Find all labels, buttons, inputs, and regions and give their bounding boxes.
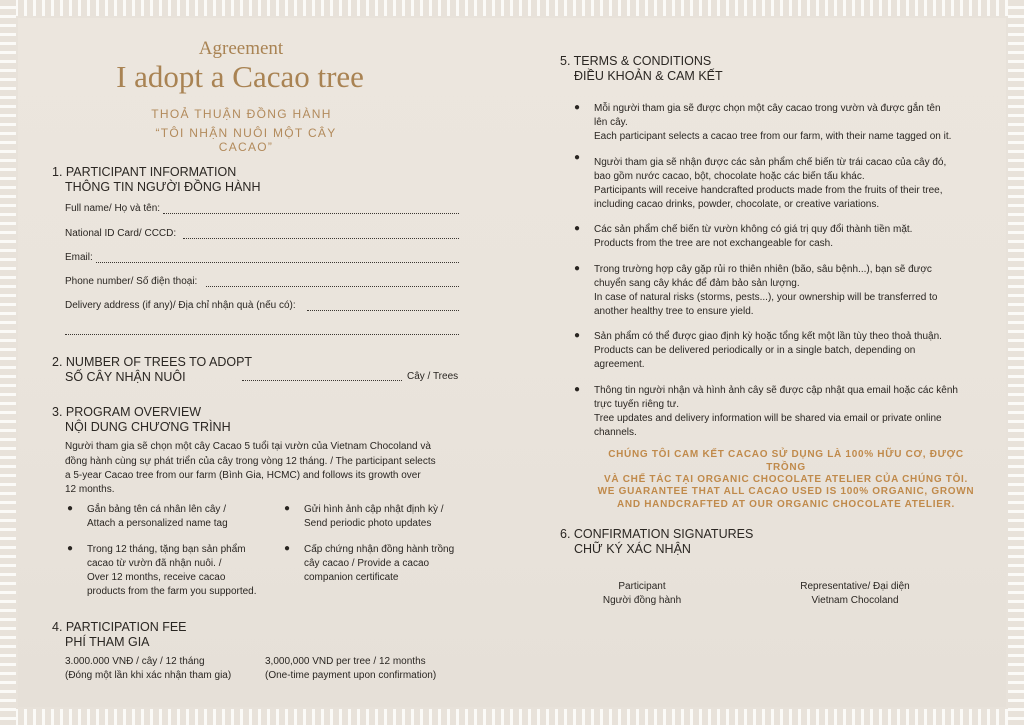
bullet-icon: ● xyxy=(574,223,581,234)
subtitle-line2: “TÔI NHẬN NUÔI MỘT CÂY CACAO” xyxy=(155,126,337,154)
guarantee-vi: CHÚNG TÔI CAM KẾT CACAO SỬ DỤNG LÀ 100% HỮU CƠ, ĐƯỢC TRỒNG VÀ CHẾ TÁC TẠI ORGANIC CHOCOLATE ATELIER CỦA CHÚNG TÔI. xyxy=(603,449,969,485)
term-4: Trong trường hợp cây gặp rủi ro thiên nhiên (bão, sâu bệnh...), bạn sẽ được chuyển sang cây khác để đảm bảo sản lượng. In case of natural risks (storms, pests...), your ownership will be transferred to another healthy tree to ensure yield. xyxy=(594,264,938,317)
benefit-1: Gắn bảng tên cá nhân lên cây / Attach a personalized name tag xyxy=(87,504,228,529)
fee-vi: 3.000.000 VNĐ / cây / 12 tháng xyxy=(65,656,205,667)
section5-heading-vi: ĐIỀU KHOẢN & CAM KẾT xyxy=(574,69,723,83)
term-6: Thông tin người nhận và hình ảnh cây sẽ được cập nhật qua email hoặc các kênh trực tuyến riêng tư. Tree updates and delivery information will be shared via email or private online channels. xyxy=(594,385,958,438)
fee-vi-note: (Đóng một lần khi xác nhận tham gia) xyxy=(65,670,232,681)
signature-representative: Representative/ Đại diện Vietnam Chocoland xyxy=(800,581,910,606)
bullet-icon: ● xyxy=(284,543,291,554)
benefit-3: Trong 12 tháng, tặng bạn sản phẩm cacao từ vườn đã nhận nuôi. / Over 12 months, receive cacao products from the farm you supported. xyxy=(87,544,257,597)
tree-unit: Cây / Trees xyxy=(407,371,459,382)
field-line-phone[interactable] xyxy=(206,286,459,287)
overview-line-4: 12 months. xyxy=(65,484,115,495)
section1-heading-en: 1. PARTICIPANT INFORMATION xyxy=(52,165,237,179)
benefit-2: Gửi hình ảnh cập nhật định kỳ / Send periodic photo updates xyxy=(304,504,444,529)
fee-en-note: (One-time payment upon confirmation) xyxy=(265,670,437,681)
section5-heading-en: 5. TERMS & CONDITIONS xyxy=(560,54,712,68)
section4-heading-en: 4. PARTICIPATION FEE xyxy=(52,620,187,634)
bullet-icon: ● xyxy=(284,503,291,514)
agreement-label: Agreement xyxy=(198,38,284,59)
bullet-icon: ● xyxy=(574,102,581,113)
bullet-icon: ● xyxy=(574,263,581,274)
field-line-address-2[interactable] xyxy=(65,334,459,335)
tree-count-line[interactable] xyxy=(242,380,402,381)
bullet-icon: ● xyxy=(67,543,74,554)
section4-heading-vi: PHÍ THAM GIA xyxy=(65,635,150,649)
section1-heading-vi: THÔNG TIN NGƯỜI ĐỒNG HÀNH xyxy=(65,180,261,194)
overview-line-1: Người tham gia sẽ chọn một cây Cacao 5 tuổi tại vườn của Vietnam Chocoland và xyxy=(65,441,431,452)
border-top xyxy=(0,0,1024,16)
bullet-icon: ● xyxy=(67,503,74,514)
term-1: Mỗi người tham gia sẽ được chọn một cây cacao trong vườn và được gắn tên lên cây. Each participant selects a cacao tree from our farm, with their name tagged on it. xyxy=(594,103,952,142)
section3-heading-vi: NỘI DUNG CHƯƠNG TRÌNH xyxy=(65,420,231,434)
field-label-fullname: Full name/ Họ và tên: xyxy=(65,203,161,214)
field-line-fullname[interactable] xyxy=(163,213,459,214)
bullet-icon: ● xyxy=(574,384,581,395)
bullet-icon: ● xyxy=(574,330,581,341)
term-5: Sản phẩm có thể được giao định kỳ hoặc tổng kết một lần tùy theo thoả thuận. Products can be delivered periodically or in a single batch, depending on agreement. xyxy=(594,331,942,370)
section6-heading-vi: CHỮ KÝ XÁC NHẬN xyxy=(574,542,691,556)
signature-participant: Participant Người đồng hành xyxy=(602,581,682,606)
overview-line-2: đồng hành cùng sự phát triển của cây trong vòng 12 tháng. / The participant selects xyxy=(65,456,436,467)
field-line-email[interactable] xyxy=(96,262,459,263)
overview-line-3: a 5-year Cacao tree from our farm (Bình Gia, HCMC) and follows its growth over xyxy=(65,470,421,481)
fee-en: 3,000,000 VND per tree / 12 months xyxy=(265,656,426,667)
section3-heading-en: 3. PROGRAM OVERVIEW xyxy=(52,405,202,419)
benefit-4: Cấp chứng nhận đồng hành trồng cây cacao / Provide a cacao companion certificate xyxy=(304,544,455,583)
term-3: Các sản phẩm chế biến từ vườn không có giá trị quy đổi thành tiền mặt. Products from the tree are not exchangeable for cash. xyxy=(594,224,913,249)
field-label-address: Delivery address (if any)/ Địa chỉ nhận quà (nếu có): xyxy=(65,300,296,311)
page-title: I adopt a Cacao tree xyxy=(116,59,364,94)
subtitle-line1: THOẢ THUẬN ĐỒNG HÀNH xyxy=(151,107,332,121)
border-left xyxy=(0,0,16,725)
field-line-address[interactable] xyxy=(307,310,459,311)
field-label-id: National ID Card/ CCCD: xyxy=(65,228,177,239)
field-label-phone: Phone number/ Số điện thoại: xyxy=(65,276,198,287)
border-right xyxy=(1008,0,1024,725)
border-bottom xyxy=(0,709,1024,725)
section2-heading-en: 2. NUMBER OF TREES TO ADOPT xyxy=(52,355,253,369)
term-2: Người tham gia sẽ nhận được các sản phẩm chế biến từ trái cacao của cây đó, bao gồm nước cacao, bột, chocolate hoặc các biến tấu khác. Participants will receive handcrafted products made from the fruits of their tree, including cacao drinks, powder, chocolate, or creative variations. xyxy=(594,157,947,210)
section2-heading-vi: SỐ CÂY NHẬN NUÔI xyxy=(65,370,186,384)
guarantee-en: WE GUARANTEE THAT ALL CACAO USED IS 100% ORGANIC, GROWN AND HANDCRAFTED AT OUR ORGANIC CHOCOLATE ATELIER. xyxy=(597,486,975,510)
field-label-email: Email: xyxy=(65,252,93,263)
bullet-icon: ● xyxy=(574,152,581,163)
section6-heading-en: 6. CONFIRMATION SIGNATURES xyxy=(560,527,754,541)
field-line-id[interactable] xyxy=(183,238,459,239)
